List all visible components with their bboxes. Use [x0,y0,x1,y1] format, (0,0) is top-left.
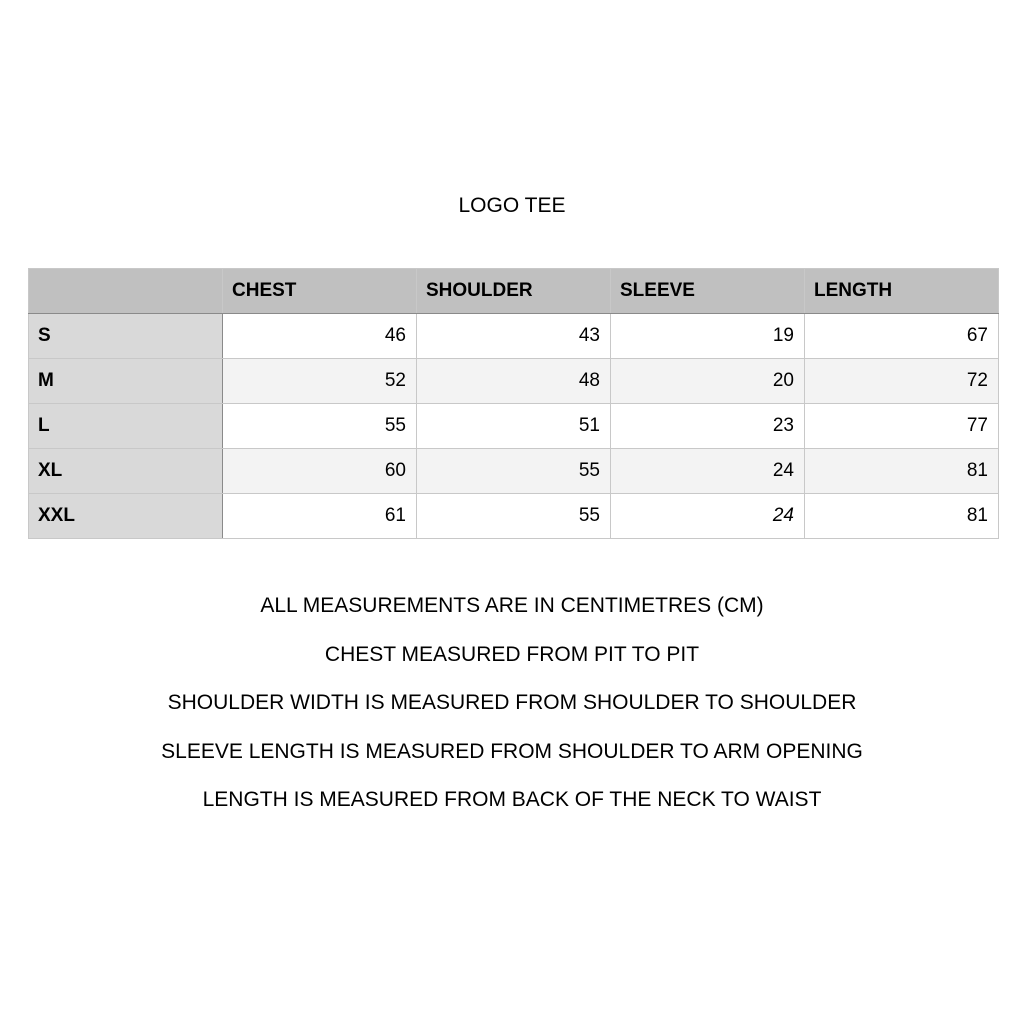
note-chest: CHEST MEASURED FROM PIT TO PIT [324,642,700,666]
header-cell-size [29,269,223,314]
size-label: XL [29,449,223,494]
sleeve-value: 24 [611,494,805,539]
measurement-notes [0,588,1024,831]
note-shoulder: SHOULDER WIDTH IS MEASURED FROM SHOULDER TO SHOULDER [167,691,857,714]
note-length: LENGTH IS MEASURED FROM BACK OF THE NECK TO WAIST [202,788,822,811]
sleeve-value: 19 [611,314,805,359]
size-chart-table [28,268,999,539]
note-sleeve: SLEEVE LENGTH IS MEASURED FROM SHOULDER TO ARM OPENING [161,739,863,763]
length-value: 67 [805,314,999,359]
header-cell-length: LENGTH [805,269,999,314]
length-value: 77 [805,404,999,449]
chest-value: 60 [223,449,417,494]
header-cell-chest: CHEST [223,269,417,314]
length-value: 72 [805,359,999,404]
table-row [29,359,999,404]
table-row [29,404,999,449]
table-row [29,449,999,494]
chest-value: 46 [223,314,417,359]
shoulder-value: 43 [417,314,611,359]
table-header-row [29,269,999,314]
chest-value: 55 [223,404,417,449]
size-label: S [29,314,223,359]
table-row [29,494,999,539]
shoulder-value: 48 [417,359,611,404]
length-value: 81 [805,449,999,494]
header-cell-sleeve: SLEEVE [611,269,805,314]
size-label: L [29,404,223,449]
page-title: LOGO TEE [458,194,566,217]
sleeve-value: 23 [611,404,805,449]
shoulder-value: 51 [417,404,611,449]
table-row [29,314,999,359]
shoulder-value: 55 [417,449,611,494]
chest-value: 61 [223,494,417,539]
note-units: ALL MEASUREMENTS ARE IN CENTIMETRES (CM) [260,594,764,617]
sleeve-value: 20 [611,359,805,404]
size-label: XXL [29,494,223,539]
size-label: M [29,359,223,404]
length-value: 81 [805,494,999,539]
header-cell-shoulder: SHOULDER [417,269,611,314]
shoulder-value: 55 [417,494,611,539]
sleeve-value: 24 [611,449,805,494]
chest-value: 52 [223,359,417,404]
